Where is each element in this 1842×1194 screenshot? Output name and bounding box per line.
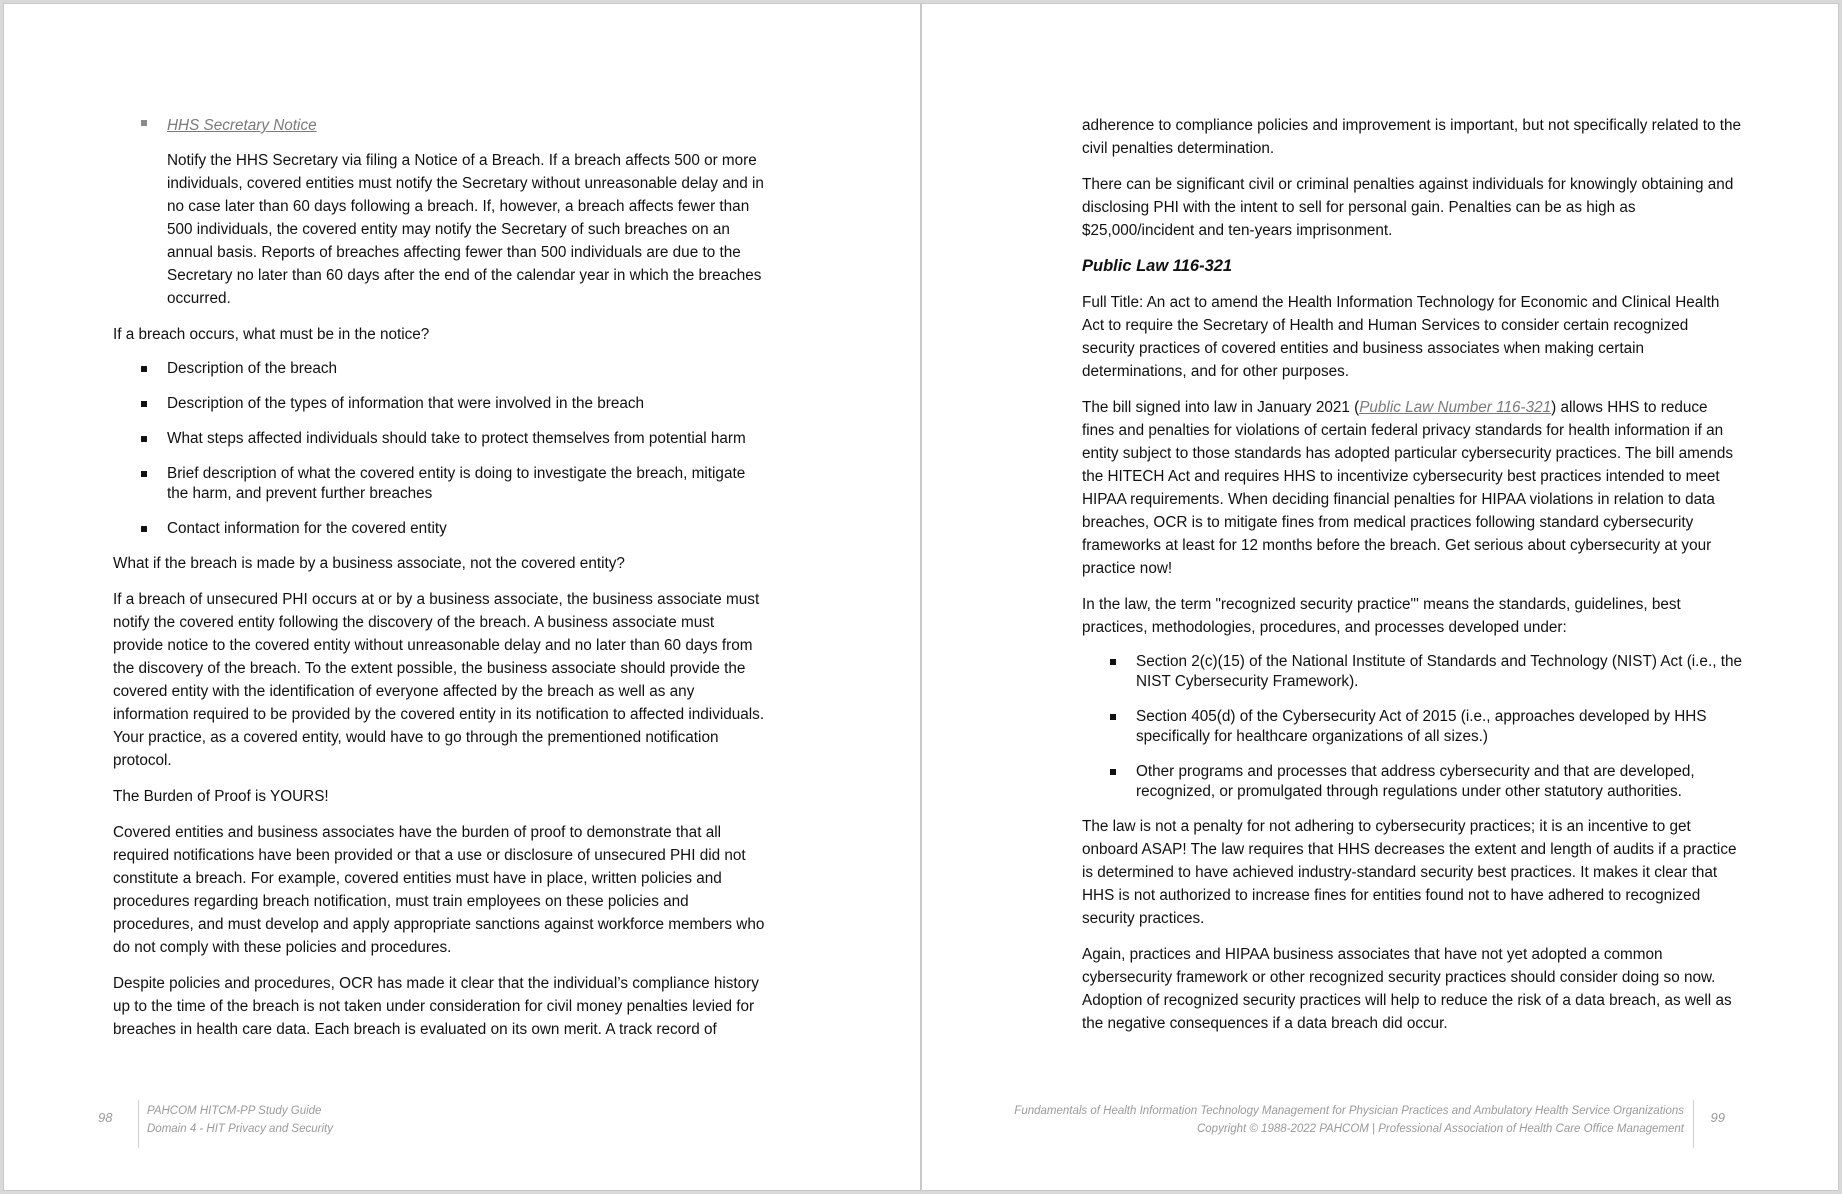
bill-paragraph (1082, 396, 1742, 580)
practice-items-list (1082, 652, 1742, 802)
left-page (3, 3, 921, 1191)
footer-line-1: Fundamentals of Health Information Technology Management for Physician Practices and Ambulatory Health Service Organizations (1014, 1105, 1684, 1117)
footer-line-1: PAHCOM HITCM-PP Study Guide (147, 1105, 322, 1117)
bullet-icon (141, 366, 147, 372)
burden-of-proof-heading: The Burden of Proof is YOURS! (113, 788, 329, 805)
footer-line-2: Copyright © 1988-2022 PAHCOM | Professional Association of Health Care Office Management (1196, 1123, 1684, 1135)
business-associate-paragraph: If a breach of unsecured PHI occurs at or by a business associate, the business associate must notify the covered entity following the discovery of the breach. A business associate must provide notice to the covered entity without unreasonable delay and no later than 60 days from the discovery of the breach. To the extent possible, the business associate should provide the covered entity with the identification of everyone affected by the breach as well as any information required to be provided by the covered entity in its notification to affected individuals. Your practice, as a covered entity, would have to go through the prementioned notification protocol. (113, 591, 765, 769)
bullet-icon (141, 526, 147, 532)
notice-question: If a breach occurs, what must be in the notice? (113, 326, 430, 343)
list-item-text: Brief description of what the covered entity is doing to investigate the breach, mitigate the harm, and prevent further breaches (167, 465, 746, 502)
list-item (113, 429, 768, 449)
bill-text-after: ) allows HHS to reduce fines and penalties for violations of certain federal privacy standards for health information if an entity subject to those standards has adopted particular cybersecurity practices. The bill amends the HITECH Act and requires HHS to incentivize cybersecurity best practices intended to meet HIPAA requirements. When deciding financial penalties for HIPAA violations in relation to data breaches, OCR is to mitigate fines from medical practices following standard cybersecurity frameworks at least for 12 months before the breach. Get serious about cybersecurity at your practice now! (1082, 399, 1734, 577)
secretary-notice-text: Notify the HHS Secretary via filing a Notice of a Breach. If a breach affects 500 or more individuals, covered entities must notify the Secretary without unreasonable delay and in no case later than 60 days following a breach. If, however, a breach affects fewer than 500 individuals, the covered entity may notify the Secretary of such breaches on an annual basis. Reports of breaches affecting fewer than 500 individuals are due to the Secretary no later than 60 days after the end of the calendar year in which the breaches occurred. (167, 152, 764, 307)
bullet-icon (141, 471, 147, 477)
criminal-penalties-paragraph: There can be significant civil or criminal penalties against individuals for knowingly obtaining and disclosing PHI with the intent to sell for personal gain. Penalties can be as high as $25,000/incident and ten-years imprisonment. (1082, 176, 1734, 239)
recognized-practice-paragraph: In the law, the term "recognized security practice"' means the standards, guidelines, best practices, methodologies, procedures, and processes developed under: (1082, 596, 1681, 636)
list-item (1082, 707, 1742, 747)
business-associate-question: What if the breach is made by a business associate, not the covered entity? (113, 555, 625, 572)
page-number: 98 (98, 1110, 113, 1125)
bullet-icon (141, 401, 147, 407)
public-law-link[interactable]: Public Law Number 116-321 (1359, 399, 1552, 416)
list-item-text: Contact information for the covered entity (167, 520, 447, 537)
list-item (113, 394, 768, 414)
list-item-text: Section 405(d) of the Cybersecurity Act of 2015 (i.e., approaches developed by HHS specifically for healthcare organizations of all sizes.) (1136, 708, 1707, 745)
not-penalty-paragraph: The law is not a penalty for not adhering to cybersecurity practices; it is an incentive to get onboard ASAP! The law requires that HHS decreases the extent and length of audits if a practice is determined to have achieved industry-standard security best practices. It makes it clear that HHS is not authorized to increase fines for entities found not to have adhered to recognized security practices. (1082, 818, 1737, 927)
page-number: 99 (1710, 1110, 1725, 1125)
full-title-paragraph: Full Title: An act to amend the Health Information Technology for Economic and Clinical Health Act to require the Secretary of Health and Human Services to consider certain recognized security practices of covered entities and business associates when making certain determinations, and for other purposes. (1082, 294, 1720, 380)
list-item-text: Other programs and processes that address cybersecurity and that are developed, recognized, or promulgated through regulations under other statutory authorities. (1136, 763, 1695, 800)
list-item-text: Section 2(c)(15) of the National Institute of Standards and Technology (NIST) Act (i.e., the NIST Cybersecurity Framework). (1136, 653, 1742, 690)
public-law-heading: Public Law 116-321 (1082, 257, 1233, 275)
list-item-text: What steps affected individuals should take to protect themselves from potential harm (167, 430, 746, 447)
footer-divider (138, 1100, 139, 1148)
list-item (1082, 762, 1742, 802)
right-page (921, 3, 1839, 1191)
list-item (113, 519, 768, 539)
list-item (113, 359, 768, 379)
bullet-icon (1110, 769, 1116, 775)
list-item (113, 464, 768, 504)
bullet-icon (1110, 714, 1116, 720)
footer-line-2: Domain 4 - HIT Privacy and Security (147, 1123, 333, 1135)
bullet-icon (141, 436, 147, 442)
page-footer (1014, 1102, 1684, 1138)
secretary-notice-section (113, 114, 768, 310)
footer-divider (1693, 1100, 1694, 1148)
left-page-content (113, 114, 768, 1054)
bullet-icon (1110, 659, 1116, 665)
again-paragraph: Again, practices and HIPAA business associates that have not yet adopted a common cybersecurity framework or other recognized security practices should consider doing so now. Adoption of recognized security practices will help to reduce the risk of a data breach, as well as the negative consequences if a data breach did occur. (1082, 946, 1732, 1032)
hhs-secretary-notice-link[interactable]: HHS Secretary Notice (167, 117, 317, 134)
bill-text-before: The bill signed into law in January 2021 ( (1082, 399, 1360, 416)
page-footer (147, 1102, 333, 1138)
burden-of-proof-paragraph: Covered entities and business associates have the burden of proof to demonstrate that all required notifications have been provided or that a use or disclosure of unsecured PHI did not constitute a breach. For example, covered entities must have in place, written policies and procedures regarding breach notification, must train employees on these policies and procedures, and must develop and apply appropriate sanctions against workforce members who do not comply with these policies and procedures. (113, 824, 765, 956)
list-item-text: Description of the types of information that were involved in the breach (167, 395, 645, 412)
notice-items-list (113, 359, 768, 539)
adherence-paragraph: adherence to compliance policies and improvement is important, but not specifically related to the civil penalties determination. (1082, 117, 1741, 157)
right-page-content (1082, 114, 1742, 1048)
square-bullet-icon (141, 120, 147, 126)
list-item-text: Description of the breach (167, 360, 338, 377)
list-item (1082, 652, 1742, 692)
compliance-history-paragraph: Despite policies and procedures, OCR has made it clear that the individual’s compliance history up to the time of the breach is not taken under consideration for civil money penalties levied for breaches in health care data. Each breach is evaluated on its own merit. A track record of (113, 975, 759, 1038)
